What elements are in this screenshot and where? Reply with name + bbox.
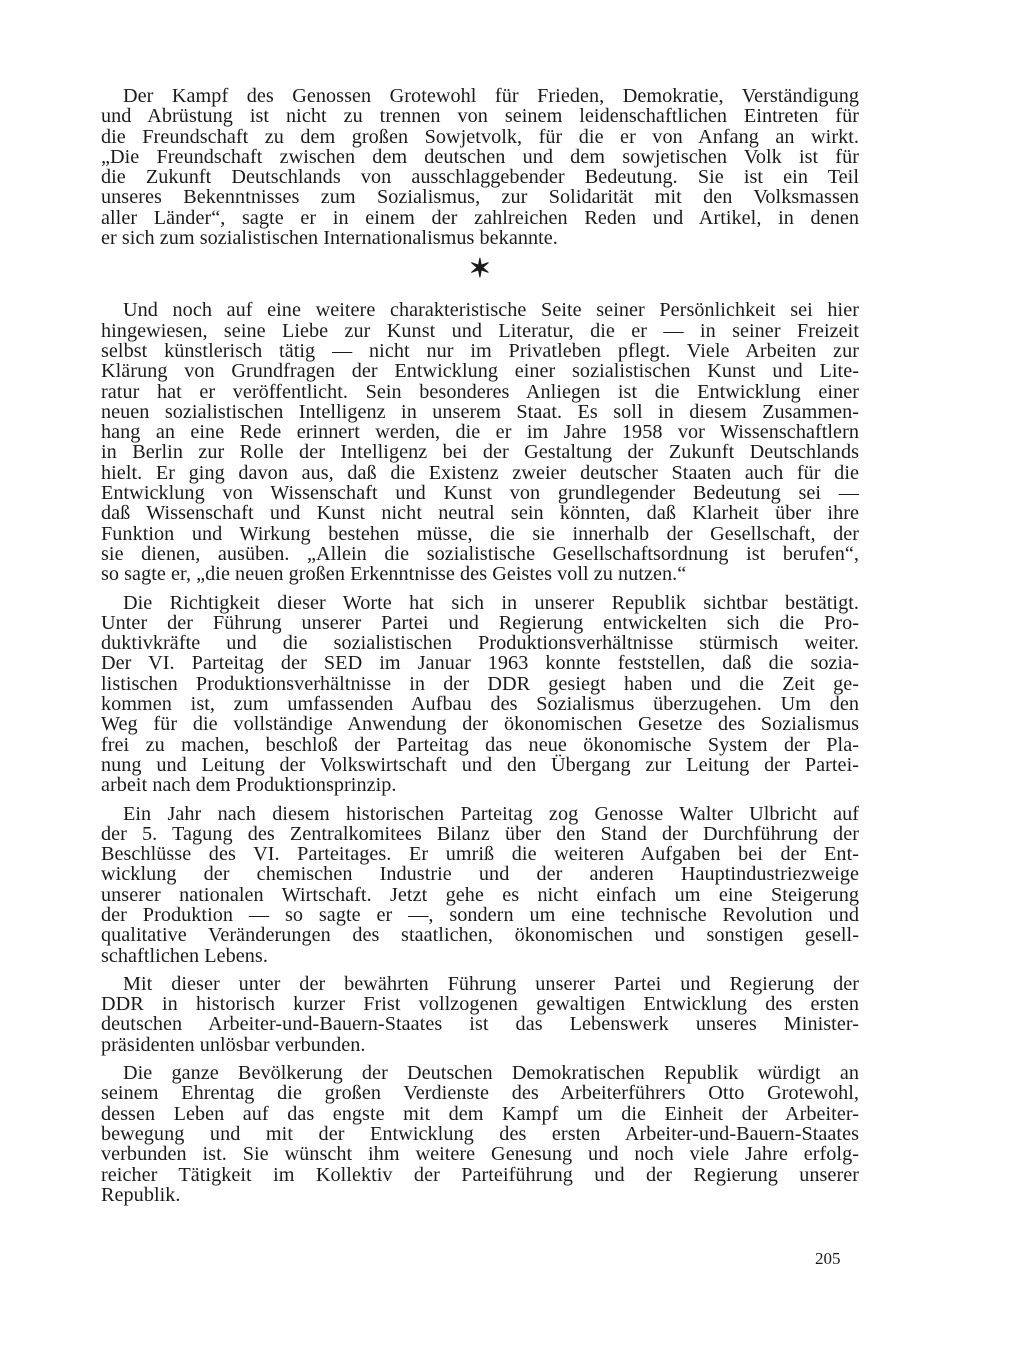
text-line: reicher Tätigkeit im Kollektiv der Parteiführung und der Regierung unserer <box>101 1163 859 1186</box>
paragraph-p6 <box>101 1063 859 1205</box>
text-line: unserer nationalen Wirtschaft. Jetzt gehe es nicht einfach um eine Steigerung <box>101 883 859 906</box>
text-line: Die ganze Bevölkerung der Deutschen Demokratischen Republik würdigt an <box>123 1062 859 1085</box>
text-line: hang an eine Rede erinnert werden, die er im Jahre 1958 vor Wissenschaftlern <box>101 421 859 444</box>
text-line: die Zukunft Deutschlands von ausschlaggebender Bedeutung. Sie ist ein Teil <box>101 166 859 189</box>
text-line: Entwicklung von Wissenschaft und Kunst von grundlegender Bedeutung sei — <box>101 482 859 505</box>
text-line: Ein Jahr nach diesem historischen Parteitag zog Genosse Walter Ulbricht auf <box>123 802 859 825</box>
text-line: Beschlüsse des VI. Parteitages. Er umriß die weiteren Aufgaben bei der Ent- <box>101 843 859 866</box>
page-body <box>101 86 859 1205</box>
text-line: unseres Bekenntnisses zum Sozialismus, zur Solidarität mit den Volksmassen <box>101 186 859 209</box>
paragraph-p4 <box>101 804 859 966</box>
text-line: neuen sozialistischen Intelligenz in unserem Staat. Es soll in diesem Zusammen- <box>101 400 859 423</box>
text-line: selbst künstlerisch tätig — nicht nur im Privatleben pflegt. Viele Arbeiten zur <box>101 339 859 362</box>
text-line: Der Kampf des Genossen Grotewohl für Frieden, Demokratie, Verständigung <box>123 85 859 107</box>
text-line: Klärung von Grundfragen der Entwicklung einer sozialistischen Kunst und Lite- <box>101 360 859 383</box>
paragraphs-top <box>101 86 859 248</box>
text-line: Republik. <box>101 1183 181 1206</box>
text-line: und Abrüstung ist nicht zu trennen von seinem leidenschaftlichen Eintreten für <box>101 105 859 128</box>
text-line: deutschen Arbeiter-und-Bauern-Staates ist das Lebenswerk unseres Minister- <box>101 1013 859 1036</box>
text-line: Die Richtigkeit dieser Worte hat sich in unserer Republik sichtbar bestätigt. <box>123 591 859 614</box>
text-line: daß Wissenschaft und Kunst nicht neutral sein könnten, daß Klarheit über ihre <box>101 502 859 525</box>
text-line: Mit dieser unter der bewährten Führung unserer Partei und Regierung der <box>123 972 859 995</box>
text-line: verbunden ist. Sie wünscht ihm weitere Genesung und noch viele Jahre erfolg- <box>101 1143 859 1166</box>
paragraph-p2 <box>101 300 859 584</box>
text-line: Und noch auf eine weitere charakteristische Seite seiner Persönlichkeit sei hier <box>123 299 859 322</box>
text-line: die Freundschaft zu dem großen Sowjetvolk, für die er von Anfang an wirkt. <box>101 125 859 148</box>
asterisk-divider-icon: ✶ <box>469 254 491 284</box>
text-line: der Produktion — so sagte er —, sondern um eine technische Revolution und <box>101 903 859 926</box>
text-line: „Die Freundschaft zwischen dem deutschen und dem sowjetischen Volk ist für <box>101 145 859 168</box>
text-line: Weg für die vollständige Anwendung der ökonomischen Gesetze des Sozialismus <box>101 713 859 736</box>
text-line: Der VI. Parteitag der SED im Januar 1963 konnte feststellen, daß die sozia- <box>101 652 859 675</box>
text-line: listischen Produktionsverhältnisse in der DDR gesiegt haben und die Zeit ge- <box>101 672 859 695</box>
text-line: Unter der Führung unserer Partei und Regierung entwickelten sich die Pro- <box>101 611 859 634</box>
text-line: wicklung der chemischen Industrie und der anderen Hauptindustriezweige <box>101 863 859 886</box>
text-line: hielt. Er ging davon aus, daß die Existenz zweier deutscher Staaten auch für die <box>101 461 859 484</box>
text-line: DDR in historisch kurzer Frist vollzogenen gewaltigen Entwicklung des ersten <box>101 993 859 1016</box>
text-line: qualitative Veränderungen des staatlichen, ökonomischen und sonstigen gesell- <box>101 924 859 947</box>
text-line: kommen ist, zum umfassenden Aufbau des Sozialismus überzugehen. Um den <box>101 693 859 716</box>
text-line: in Berlin zur Rolle der Intelligenz bei der Gestaltung der Zukunft Deutschlands <box>101 441 859 464</box>
text-line: dessen Leben auf das engste mit dem Kampf um die Einheit der Arbeiter- <box>101 1102 859 1125</box>
text-line: so sagte er, „die neuen großen Erkenntnisse des Geistes voll zu nutzen.“ <box>101 563 687 586</box>
text-line: seinem Ehrentag die großen Verdienste des Arbeiterführers Otto Grotewohl, <box>101 1082 859 1105</box>
text-line: bewegung und mit der Entwicklung des ersten Arbeiter-und-Bauern-Staates <box>101 1122 859 1145</box>
paragraph-p3 <box>101 593 859 796</box>
paragraph-p5 <box>101 974 859 1055</box>
text-line: nung und Leitung der Volkswirtschaft und den Übergang zur Leitung der Partei- <box>101 753 859 776</box>
section-divider <box>101 248 859 300</box>
text-line: er sich zum sozialistischen Internationalismus bekannte. <box>101 227 558 250</box>
paragraphs-bottom <box>101 300 859 1205</box>
text-line: Funktion und Wirkung bestehen müsse, die sie innerhalb der Gesellschaft, der <box>101 522 859 545</box>
paragraph-p1 <box>101 86 859 248</box>
text-line: schaftlichen Lebens. <box>101 944 268 967</box>
text-line: frei zu machen, beschloß der Parteitag das neue ökonomische System der Pla- <box>101 733 859 756</box>
text-line: arbeit nach dem Produktionsprinzip. <box>101 774 397 797</box>
text-line: aller Länder“, sagte er in einem der zahlreichen Reden und Artikel, in denen <box>101 206 859 229</box>
text-line: der 5. Tagung des Zentralkomitees Bilanz über den Stand der Durchführung der <box>101 822 859 845</box>
text-line: präsidenten unlösbar verbunden. <box>101 1033 366 1056</box>
page-number: 205 <box>815 1249 841 1268</box>
text-line: duktivkräfte und die sozialistischen Produktionsverhältnisse stürmisch weiter. <box>101 632 859 655</box>
text-line: ratur hat er veröffentlicht. Sein besonderes Anliegen ist die Entwicklung einer <box>101 380 859 403</box>
text-line: hingewiesen, seine Liebe zur Kunst und Literatur, die er — in seiner Freizeit <box>101 319 859 342</box>
text-line: sie dienen, ausüben. „Allein die sozialistische Gesellschaftsordnung ist berufen“, <box>101 542 859 565</box>
